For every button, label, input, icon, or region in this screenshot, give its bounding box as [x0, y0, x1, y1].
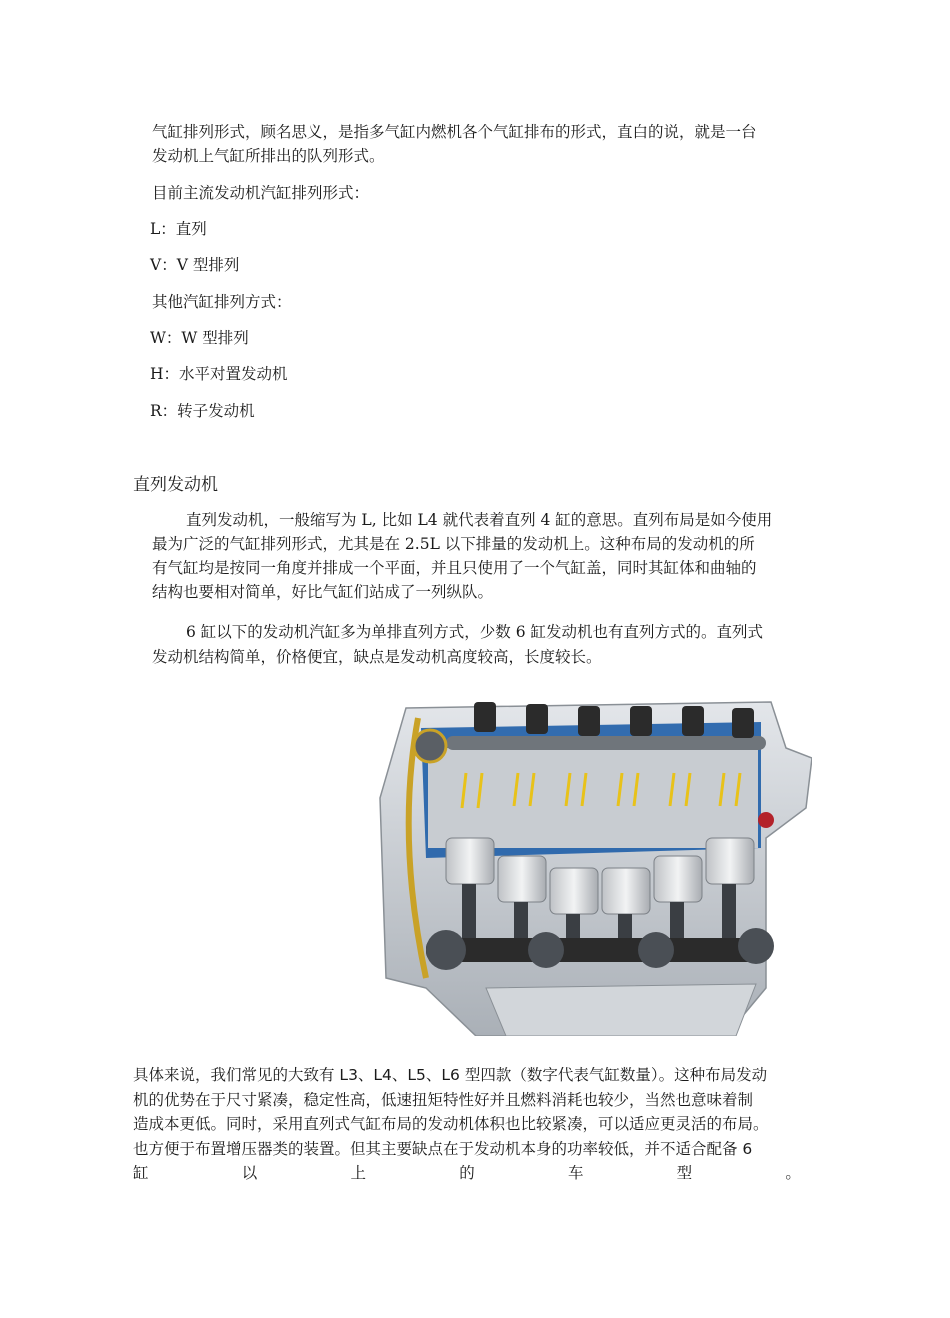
list-item-l: L：直列 — [150, 220, 207, 238]
section-title: 直列发动机 — [133, 475, 218, 495]
para2-line-1: 6 缸以下的发动机汽缸多为单排直列方式，少数 6 缸发动机也有直列方式的。直列式 — [186, 623, 764, 641]
intro-line-2: 发动机上气缸所排出的队列形式。 — [152, 147, 385, 165]
list-item-v: V：V 型排列 — [150, 256, 240, 274]
intro-line-1: 气缸排列形式，顾名思义，是指多气缸内燃机各个气缸排布的形式，直白的说，就是一台 — [152, 123, 757, 141]
inline-six-engine-icon — [366, 688, 812, 1036]
summary-char: 以 — [241, 1164, 258, 1182]
summary-char: 。 — [785, 1164, 801, 1182]
list-item-r: R：转子发动机 — [150, 402, 255, 420]
para1-line-3: 有气缸均是按同一角度并排成一个平面，并且只使用了一个气缸盖，同时其缸体和曲轴的 — [152, 559, 757, 577]
para1-line-4: 结构也要相对简单，好比气缸们站成了一列纵队。 — [152, 583, 494, 601]
summary-char: 缸 — [133, 1164, 149, 1182]
summary-char: 车 — [567, 1164, 584, 1182]
summary-char: 的 — [459, 1164, 475, 1182]
engine-figure — [366, 688, 812, 1036]
summary-char: 上 — [350, 1164, 366, 1182]
summary-char: 型 — [676, 1164, 693, 1182]
summary-line-3: 造成本更低。同时，采用直列式气缸布局的发动机体积也比较紧凑，可以适应更灵活的布局。 — [133, 1115, 769, 1133]
list-item-h: H：水平对置发动机 — [150, 365, 288, 383]
summary-line-1: 具体来说，我们常见的大致有 L3、L4、L5、L6 型四款（数字代表气缸数量）。这种布局发动 — [133, 1066, 768, 1084]
summary-line-5 — [133, 1161, 801, 1186]
summary-line-4: 也方便于布置增压器类的装置。但其主要缺点在于发动机本身的功率较低，并不适合配备 6 — [133, 1139, 753, 1158]
mainstream-heading: 目前主流发动机汽缸排列形式： — [152, 184, 370, 202]
para1-line-2: 最为广泛的气缸排列形式，尤其是在 2.5L 以下排量的发动机上。这种布局的发动机的所 — [152, 535, 755, 553]
summary-paragraph — [133, 1063, 813, 1186]
summary-line-2: 机的优势在于尺寸紧凑，稳定性高，低速扭矩特性好并且燃料消耗也较少，当然也意味着制 — [133, 1090, 754, 1109]
list-item-w: W：W 型排列 — [150, 329, 249, 347]
para2-line-2: 发动机结构简单，价格便宜，缺点是发动机高度较高，长度较长。 — [152, 648, 602, 666]
para1-line-1: 直列发动机，一般缩写为 L, 比如 L4 就代表着直列 4 缸的意思。直列布局是如今使用 — [186, 511, 773, 529]
other-heading: 其他汽缸排列方式： — [152, 293, 292, 311]
